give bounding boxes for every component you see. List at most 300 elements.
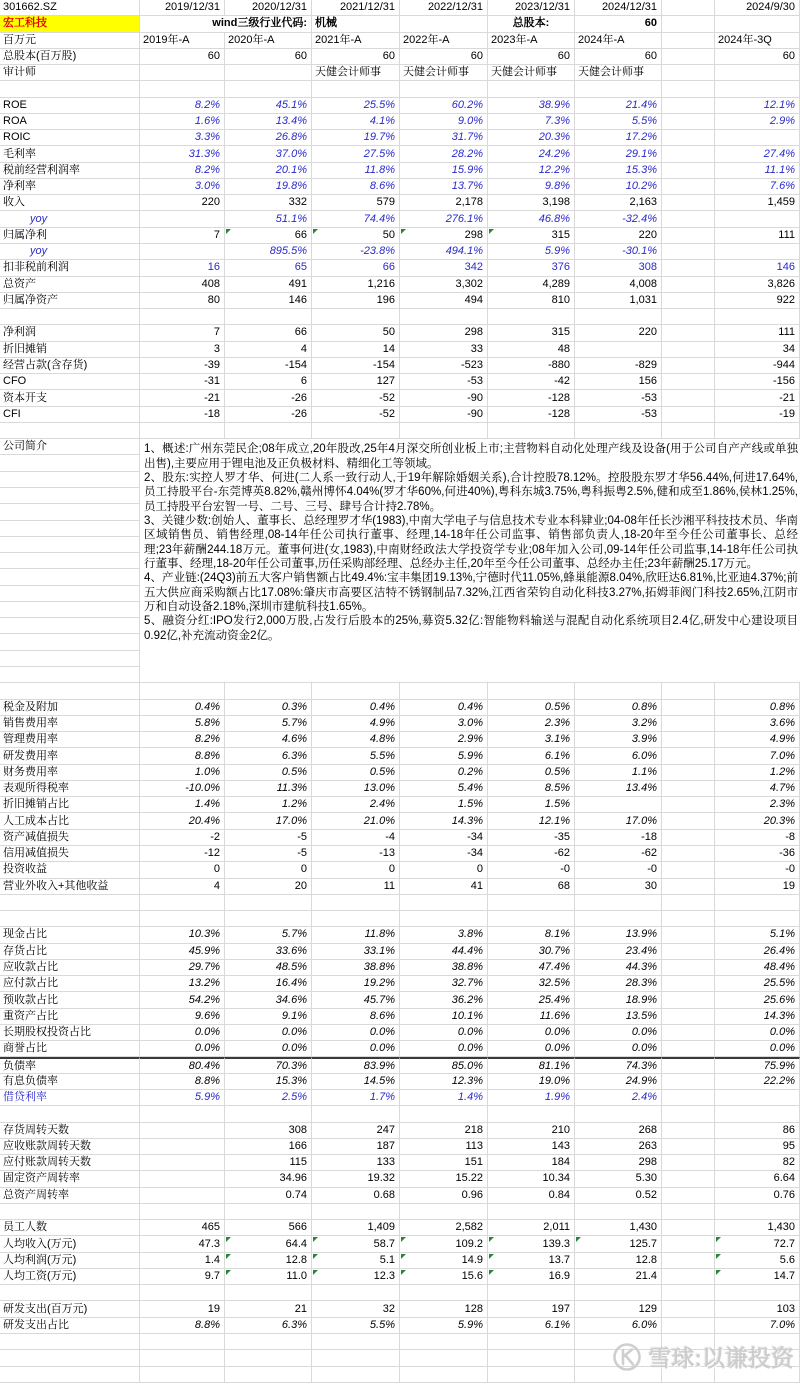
cell[interactable]: 80.4% <box>140 1057 225 1073</box>
cell[interactable]: 308 <box>225 1123 312 1139</box>
empty-cell[interactable] <box>662 146 715 162</box>
empty-cell[interactable] <box>225 81 312 97</box>
cell[interactable]: 95 <box>715 1139 800 1155</box>
empty-cell[interactable] <box>0 602 140 618</box>
cell[interactable]: 1.7% <box>312 1090 400 1106</box>
cell[interactable]: 18.9% <box>575 992 662 1008</box>
cell[interactable]: 60.2% <box>400 98 488 114</box>
cell[interactable]: 29.1% <box>575 146 662 162</box>
cell[interactable]: 922 <box>715 293 800 309</box>
empty-cell[interactable] <box>662 1123 715 1139</box>
cell[interactable]: 1.2% <box>715 765 800 781</box>
cell[interactable]: 2.3% <box>715 797 800 813</box>
date-cell[interactable]: 2022/12/31 <box>400 0 488 16</box>
cell[interactable]: 2.3% <box>488 716 575 732</box>
cell[interactable]: 5.1% <box>715 927 800 943</box>
cell[interactable]: -8 <box>715 830 800 846</box>
cell[interactable]: 0.76 <box>715 1188 800 1204</box>
cell[interactable]: 12.1% <box>488 813 575 829</box>
cell[interactable]: 3.9% <box>575 732 662 748</box>
cell[interactable]: 5.7% <box>225 927 312 943</box>
cell[interactable]: 125.7 <box>575 1236 662 1252</box>
shares-cell[interactable]: 60 <box>140 49 225 65</box>
cell[interactable]: 10.3% <box>140 927 225 943</box>
cell[interactable]: 4.6% <box>225 732 312 748</box>
cell[interactable]: 10.1% <box>400 1009 488 1025</box>
cell[interactable]: 247 <box>312 1123 400 1139</box>
empty-cell[interactable] <box>575 1106 662 1122</box>
cell[interactable]: -23.8% <box>312 244 400 260</box>
empty-cell[interactable] <box>0 1350 140 1366</box>
cell[interactable]: 3.1% <box>488 732 575 748</box>
cell[interactable]: -12 <box>140 846 225 862</box>
cell[interactable]: 0.0% <box>400 1025 488 1041</box>
cell[interactable]: 34.6% <box>225 992 312 1008</box>
cell[interactable]: 276.1% <box>400 211 488 227</box>
empty-cell[interactable] <box>662 683 715 699</box>
cell[interactable]: 28.3% <box>575 976 662 992</box>
cell[interactable]: 494.1% <box>400 244 488 260</box>
empty-cell[interactable] <box>662 1301 715 1317</box>
cell[interactable]: 4,008 <box>575 277 662 293</box>
empty-cell[interactable] <box>662 211 715 227</box>
empty-cell[interactable] <box>575 911 662 927</box>
cell[interactable] <box>715 309 800 325</box>
cell[interactable]: -19 <box>715 407 800 423</box>
cell[interactable]: 465 <box>140 1220 225 1236</box>
cell[interactable]: 220 <box>575 325 662 341</box>
empty-cell[interactable] <box>140 1367 225 1383</box>
cell[interactable]: 30 <box>575 879 662 895</box>
cell[interactable]: 308 <box>575 260 662 276</box>
empty-cell[interactable] <box>715 16 800 32</box>
cell[interactable]: 44.4% <box>400 944 488 960</box>
cell[interactable] <box>140 1171 225 1187</box>
empty-cell[interactable] <box>400 1204 488 1220</box>
empty-cell[interactable] <box>225 1285 312 1301</box>
cell[interactable]: 0.0% <box>715 1025 800 1041</box>
cell[interactable]: 376 <box>488 260 575 276</box>
cell[interactable]: -34 <box>400 846 488 862</box>
cell[interactable]: 17.0% <box>575 813 662 829</box>
cell[interactable]: 14 <box>312 342 400 358</box>
cell[interactable]: 8.8% <box>140 1318 225 1334</box>
empty-cell[interactable] <box>662 0 715 16</box>
cell[interactable]: 81.1% <box>488 1057 575 1073</box>
cell[interactable] <box>400 309 488 325</box>
cell[interactable]: 19.0% <box>488 1074 575 1090</box>
empty-cell[interactable] <box>662 342 715 358</box>
cell[interactable]: 12.2% <box>488 163 575 179</box>
cell[interactable]: 810 <box>488 293 575 309</box>
cell[interactable]: 0.3% <box>225 700 312 716</box>
empty-cell[interactable] <box>662 797 715 813</box>
empty-cell[interactable] <box>662 1253 715 1269</box>
cell[interactable]: 45.7% <box>312 992 400 1008</box>
empty-cell[interactable] <box>662 114 715 130</box>
cell[interactable]: 0.4% <box>140 700 225 716</box>
empty-cell[interactable] <box>662 1269 715 1285</box>
empty-cell[interactable] <box>662 879 715 895</box>
cell[interactable]: 66 <box>312 260 400 276</box>
cell[interactable]: 45.1% <box>225 98 312 114</box>
cell[interactable]: -34 <box>400 830 488 846</box>
cell[interactable]: 5.9% <box>400 1318 488 1334</box>
empty-cell[interactable] <box>312 1367 400 1383</box>
empty-cell[interactable] <box>225 895 312 911</box>
cell[interactable]: 8.8% <box>140 1074 225 1090</box>
date-cell[interactable]: 2020/12/31 <box>225 0 312 16</box>
cell[interactable]: 13.5% <box>575 1009 662 1025</box>
cell[interactable]: 0.5% <box>312 765 400 781</box>
cell[interactable]: 83.9% <box>312 1057 400 1073</box>
cell[interactable]: 3.0% <box>140 179 225 195</box>
cell[interactable]: -829 <box>575 358 662 374</box>
empty-cell[interactable] <box>0 1204 140 1220</box>
cell[interactable]: 0.96 <box>400 1188 488 1204</box>
cell[interactable]: 1.6% <box>140 114 225 130</box>
empty-cell[interactable] <box>662 716 715 732</box>
cell[interactable]: 5.5% <box>575 114 662 130</box>
empty-cell[interactable] <box>0 895 140 911</box>
cell[interactable]: -39 <box>140 358 225 374</box>
cell[interactable]: -154 <box>225 358 312 374</box>
cell[interactable]: -35 <box>488 830 575 846</box>
cell[interactable]: 1,430 <box>715 1220 800 1236</box>
auditor-cell[interactable]: 天健会计师事 <box>575 65 662 81</box>
cell[interactable]: 187 <box>312 1139 400 1155</box>
empty-cell[interactable] <box>488 81 575 97</box>
cell[interactable]: 48 <box>488 342 575 358</box>
cell[interactable]: 6.64 <box>715 1171 800 1187</box>
cell[interactable]: 5.8% <box>140 716 225 732</box>
cell[interactable]: 20.3% <box>715 813 800 829</box>
cell[interactable]: 32.5% <box>488 976 575 992</box>
date-cell[interactable]: 2024/9/30 <box>715 0 800 16</box>
empty-cell[interactable] <box>312 683 400 699</box>
cell[interactable]: 14.9 <box>400 1253 488 1269</box>
cell[interactable]: 6.1% <box>488 1318 575 1334</box>
cell[interactable]: 3.3% <box>140 130 225 146</box>
empty-cell[interactable] <box>662 1041 715 1057</box>
empty-cell[interactable] <box>662 163 715 179</box>
empty-cell[interactable] <box>662 407 715 423</box>
cell[interactable]: 7 <box>140 325 225 341</box>
cell[interactable]: -31 <box>140 374 225 390</box>
empty-cell[interactable] <box>225 423 312 439</box>
empty-cell[interactable] <box>400 1350 488 1366</box>
cell[interactable]: 2.5% <box>225 1090 312 1106</box>
cell[interactable] <box>225 309 312 325</box>
period-cell[interactable]: 2019年-A <box>140 33 225 49</box>
date-cell[interactable]: 2019/12/31 <box>140 0 225 16</box>
cell[interactable]: 51.1% <box>225 211 312 227</box>
cell[interactable]: 7.0% <box>715 1318 800 1334</box>
cell[interactable]: 5.7% <box>225 716 312 732</box>
cell[interactable]: 139.3 <box>488 1236 575 1252</box>
cell[interactable]: 2,011 <box>488 1220 575 1236</box>
cell[interactable]: 332 <box>225 195 312 211</box>
cell[interactable]: -21 <box>715 390 800 406</box>
empty-cell[interactable] <box>140 1334 225 1350</box>
cell[interactable]: 298 <box>400 228 488 244</box>
cell[interactable] <box>140 211 225 227</box>
empty-cell[interactable] <box>662 1204 715 1220</box>
cell[interactable]: 13.9% <box>575 927 662 943</box>
cell[interactable]: 0.68 <box>312 1188 400 1204</box>
cell[interactable]: 146 <box>715 260 800 276</box>
cell[interactable]: -5 <box>225 846 312 862</box>
cell[interactable]: 16.4% <box>225 976 312 992</box>
cell[interactable]: 1.5% <box>488 797 575 813</box>
empty-cell[interactable] <box>140 683 225 699</box>
empty-cell[interactable] <box>662 1171 715 1187</box>
empty-cell[interactable] <box>400 683 488 699</box>
cell[interactable]: 1.4% <box>140 797 225 813</box>
cell[interactable]: 133 <box>312 1155 400 1171</box>
empty-cell[interactable] <box>312 1106 400 1122</box>
cell[interactable]: 8.6% <box>312 179 400 195</box>
empty-cell[interactable] <box>312 911 400 927</box>
cell[interactable]: 566 <box>225 1220 312 1236</box>
cell[interactable]: 5.9% <box>400 748 488 764</box>
empty-cell[interactable] <box>488 1350 575 1366</box>
period-cell[interactable]: 2023年-A <box>488 33 575 49</box>
cell[interactable]: 34.96 <box>225 1171 312 1187</box>
cell[interactable]: 5.4% <box>400 781 488 797</box>
date-cell[interactable]: 2023/12/31 <box>488 0 575 16</box>
cell[interactable]: 0.0% <box>488 1025 575 1041</box>
empty-cell[interactable] <box>488 895 575 911</box>
empty-cell[interactable] <box>662 862 715 878</box>
cell[interactable]: 6 <box>225 374 312 390</box>
cell[interactable]: 68 <box>488 879 575 895</box>
cell[interactable]: 2.4% <box>575 1090 662 1106</box>
cell[interactable]: 0.0% <box>400 1041 488 1057</box>
cell[interactable] <box>575 342 662 358</box>
empty-cell[interactable] <box>575 423 662 439</box>
cell[interactable]: 12.3% <box>400 1074 488 1090</box>
cell[interactable]: 25.6% <box>715 992 800 1008</box>
cell[interactable]: 4.9% <box>312 716 400 732</box>
empty-cell[interactable] <box>225 1106 312 1122</box>
cell[interactable]: 14.7 <box>715 1269 800 1285</box>
auditor-cell[interactable]: 天健会计师事 <box>488 65 575 81</box>
period-cell[interactable]: 2024年-3Q <box>715 33 800 49</box>
empty-cell[interactable] <box>662 374 715 390</box>
empty-cell[interactable] <box>575 1285 662 1301</box>
cell[interactable]: 11.1% <box>715 163 800 179</box>
cell[interactable]: 4.1% <box>312 114 400 130</box>
empty-cell[interactable] <box>0 569 140 585</box>
cell[interactable] <box>140 1155 225 1171</box>
cell[interactable]: 166 <box>225 1139 312 1155</box>
empty-cell[interactable] <box>662 228 715 244</box>
empty-cell[interactable] <box>0 504 140 520</box>
empty-cell[interactable] <box>662 423 715 439</box>
empty-cell[interactable] <box>715 1204 800 1220</box>
cell[interactable]: 2.9% <box>715 114 800 130</box>
cell[interactable]: -880 <box>488 358 575 374</box>
empty-cell[interactable] <box>662 944 715 960</box>
cell[interactable]: 298 <box>400 325 488 341</box>
cell[interactable]: 12.8 <box>575 1253 662 1269</box>
cell[interactable]: 20.4% <box>140 813 225 829</box>
cell[interactable]: 0.5% <box>225 765 312 781</box>
cell[interactable]: 9.0% <box>400 114 488 130</box>
cell[interactable]: -52 <box>312 390 400 406</box>
empty-cell[interactable] <box>662 976 715 992</box>
empty-cell[interactable] <box>662 260 715 276</box>
cell[interactable]: 65 <box>225 260 312 276</box>
empty-cell[interactable] <box>662 65 715 81</box>
cell[interactable]: 82 <box>715 1155 800 1171</box>
cell[interactable]: 0.74 <box>225 1188 312 1204</box>
cell[interactable]: 1,430 <box>575 1220 662 1236</box>
cell[interactable]: 408 <box>140 277 225 293</box>
cell[interactable]: 17.0% <box>225 813 312 829</box>
cell[interactable]: 13.7 <box>488 1253 575 1269</box>
cell[interactable]: 8.5% <box>488 781 575 797</box>
cell[interactable]: 3,302 <box>400 277 488 293</box>
empty-cell[interactable] <box>400 895 488 911</box>
cell[interactable]: 24.2% <box>488 146 575 162</box>
cell[interactable]: 16.9 <box>488 1269 575 1285</box>
cell[interactable]: 11.0 <box>225 1269 312 1285</box>
period-cell[interactable]: 2021年-A <box>312 33 400 49</box>
cell[interactable]: 8.2% <box>140 98 225 114</box>
cell[interactable]: 127 <box>312 374 400 390</box>
empty-cell[interactable] <box>662 1139 715 1155</box>
empty-cell[interactable] <box>0 1367 140 1383</box>
cell[interactable]: 128 <box>400 1301 488 1317</box>
cell[interactable]: 3.0% <box>400 716 488 732</box>
cell[interactable]: 4 <box>140 879 225 895</box>
cell[interactable]: 197 <box>488 1301 575 1317</box>
cell[interactable]: 494 <box>400 293 488 309</box>
cell[interactable]: 20.3% <box>488 130 575 146</box>
cell[interactable]: -128 <box>488 407 575 423</box>
cell[interactable]: 7.0% <box>715 748 800 764</box>
empty-cell[interactable] <box>488 1367 575 1383</box>
cell[interactable]: 1.0% <box>140 765 225 781</box>
cell[interactable]: -18 <box>575 830 662 846</box>
empty-cell[interactable] <box>662 130 715 146</box>
cell[interactable]: 8.8% <box>140 748 225 764</box>
cell[interactable]: 74.3% <box>575 1057 662 1073</box>
cell[interactable]: 10.2% <box>575 179 662 195</box>
empty-cell[interactable] <box>400 423 488 439</box>
cell[interactable] <box>715 1090 800 1106</box>
empty-cell[interactable] <box>225 911 312 927</box>
cell[interactable]: 5.1 <box>312 1253 400 1269</box>
cell[interactable]: 11 <box>312 879 400 895</box>
cell[interactable]: 21.4 <box>575 1269 662 1285</box>
cell[interactable]: 38.9% <box>488 98 575 114</box>
cell[interactable]: 196 <box>312 293 400 309</box>
cell[interactable]: 13.4% <box>225 114 312 130</box>
empty-cell[interactable] <box>662 277 715 293</box>
empty-cell[interactable] <box>488 1285 575 1301</box>
cell[interactable]: 54.2% <box>140 992 225 1008</box>
cell[interactable]: 21.0% <box>312 813 400 829</box>
empty-cell[interactable] <box>715 423 800 439</box>
cell[interactable]: 26.8% <box>225 130 312 146</box>
date-cell[interactable]: 2024/12/31 <box>575 0 662 16</box>
cell[interactable]: 2,178 <box>400 195 488 211</box>
cell[interactable]: 14.3% <box>715 1009 800 1025</box>
cell[interactable]: 0.2% <box>400 765 488 781</box>
cell[interactable]: 58.7 <box>312 1236 400 1252</box>
cell[interactable]: 20.1% <box>225 163 312 179</box>
empty-cell[interactable] <box>488 423 575 439</box>
cell[interactable]: 3.2% <box>575 716 662 732</box>
cell[interactable]: 30.7% <box>488 944 575 960</box>
empty-cell[interactable] <box>575 1204 662 1220</box>
empty-cell[interactable] <box>400 16 488 32</box>
cell[interactable]: 50 <box>312 325 400 341</box>
cell[interactable]: 0 <box>225 862 312 878</box>
empty-cell[interactable] <box>662 98 715 114</box>
cell[interactable]: 5.5% <box>312 748 400 764</box>
empty-cell[interactable] <box>0 618 140 634</box>
cell[interactable]: -18 <box>140 407 225 423</box>
cell[interactable]: 27.4% <box>715 146 800 162</box>
auditor-cell[interactable]: 天健会计师事 <box>312 65 400 81</box>
cell[interactable]: 11.3% <box>225 781 312 797</box>
period-cell[interactable]: 2020年-A <box>225 33 312 49</box>
empty-cell[interactable] <box>715 81 800 97</box>
cell[interactable]: 0.0% <box>575 1025 662 1041</box>
empty-cell[interactable] <box>662 700 715 716</box>
empty-cell[interactable] <box>715 683 800 699</box>
cell[interactable]: 31.3% <box>140 146 225 162</box>
empty-cell[interactable] <box>140 911 225 927</box>
cell[interactable]: 72.7 <box>715 1236 800 1252</box>
cell[interactable]: 111 <box>715 325 800 341</box>
date-cell[interactable]: 2021/12/31 <box>312 0 400 16</box>
cell[interactable]: 47.3 <box>140 1236 225 1252</box>
cell[interactable]: 13.7% <box>400 179 488 195</box>
empty-cell[interactable] <box>225 683 312 699</box>
cell[interactable]: 4.7% <box>715 781 800 797</box>
empty-cell[interactable] <box>0 455 140 471</box>
cell[interactable]: 3,826 <box>715 277 800 293</box>
cell[interactable]: 111 <box>715 228 800 244</box>
empty-cell[interactable] <box>312 1285 400 1301</box>
cell[interactable]: 3.8% <box>400 927 488 943</box>
cell[interactable] <box>140 309 225 325</box>
empty-cell[interactable] <box>312 1350 400 1366</box>
cell[interactable] <box>715 211 800 227</box>
cell[interactable]: 2.9% <box>400 732 488 748</box>
cell[interactable]: 0.0% <box>575 1041 662 1057</box>
cell[interactable]: 7.6% <box>715 179 800 195</box>
cell[interactable]: 32 <box>312 1301 400 1317</box>
auditor-cell[interactable] <box>140 65 225 81</box>
cell[interactable]: 9.7 <box>140 1269 225 1285</box>
cell[interactable]: 45.9% <box>140 944 225 960</box>
cell[interactable]: 0.52 <box>575 1188 662 1204</box>
cell[interactable]: 15.3% <box>575 163 662 179</box>
empty-cell[interactable] <box>0 423 140 439</box>
cell[interactable]: 115 <box>225 1155 312 1171</box>
cell[interactable]: 33 <box>400 342 488 358</box>
empty-cell[interactable] <box>488 1204 575 1220</box>
cell[interactable] <box>575 309 662 325</box>
empty-cell[interactable] <box>662 1090 715 1106</box>
cell[interactable]: 37.0% <box>225 146 312 162</box>
